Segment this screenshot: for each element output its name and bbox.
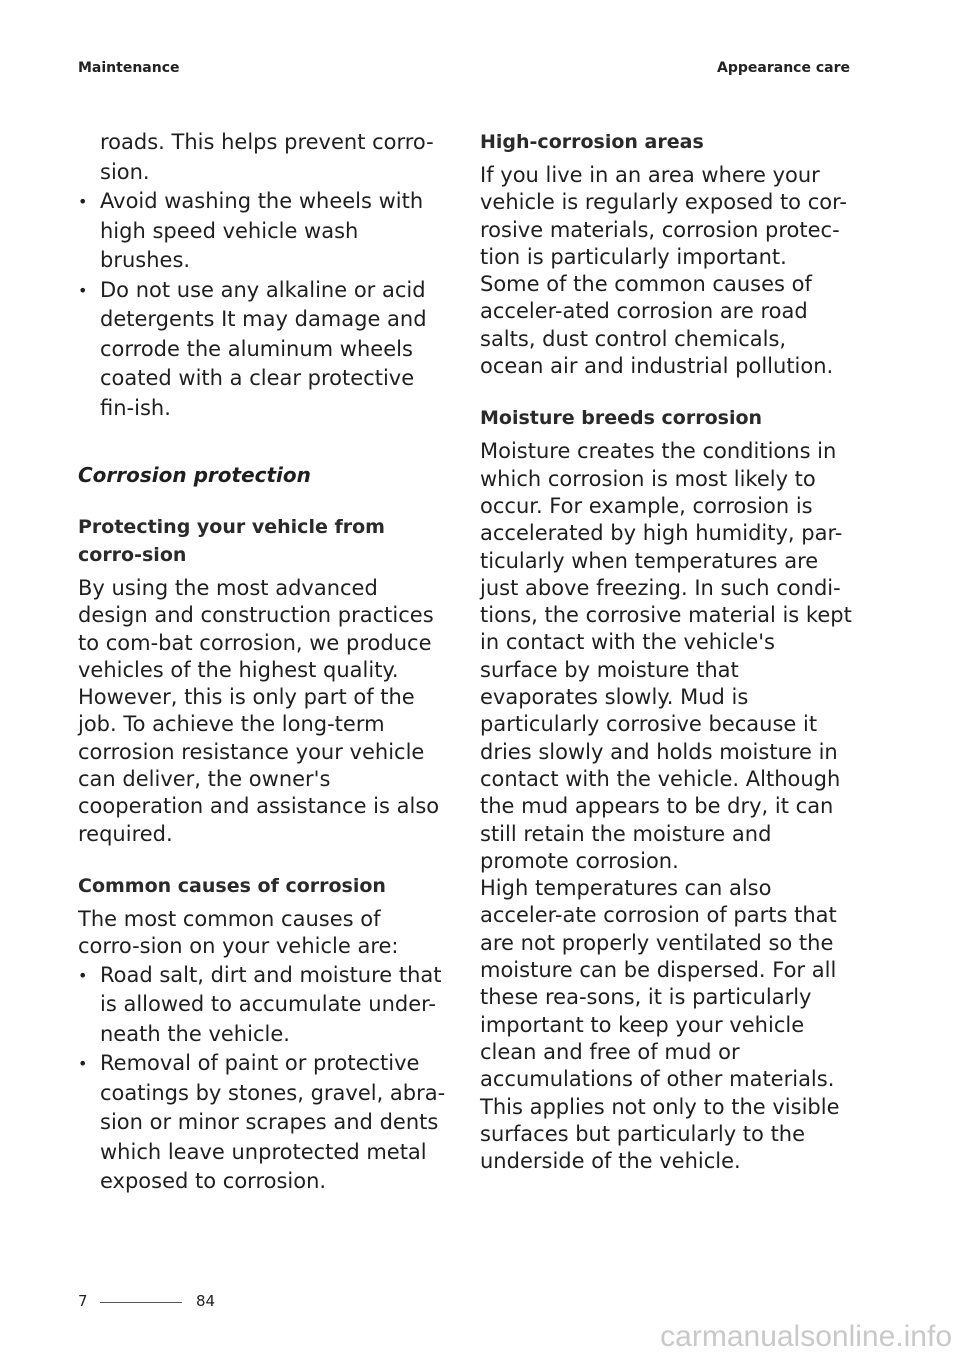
watermark: carmanualsonline.info bbox=[660, 1320, 952, 1353]
list-item: • Road salt, dirt and moisture that is allowed to accumulate under-neath the vehicle. bbox=[78, 961, 448, 1050]
subsection-title-moisture: Moisture breeds corrosion bbox=[480, 407, 763, 430]
section-title: Corrosion protection bbox=[78, 463, 311, 487]
right-column bbox=[480, 128, 852, 1175]
page-number: 84 bbox=[196, 1292, 216, 1310]
header-topic-label: Appearance care bbox=[717, 60, 850, 76]
subsection-title-protecting: Protecting your vehicle from corro-sion bbox=[78, 516, 385, 566]
list-item: • Avoid washing the wheels with high speed vehicle wash brushes. bbox=[78, 187, 448, 276]
chapter-number: 7 bbox=[78, 1292, 88, 1310]
subsection-title-causes: Common causes of corrosion bbox=[78, 874, 386, 897]
wheel-care-list bbox=[78, 187, 448, 423]
causes-list bbox=[78, 961, 448, 1197]
subsection-title-high-corrosion: High-corrosion areas bbox=[480, 131, 704, 153]
footer-divider bbox=[100, 1302, 182, 1303]
header-section-label: Maintenance bbox=[78, 60, 180, 76]
continued-text: roads. This helps prevent corro- sion. bbox=[100, 130, 434, 184]
causes-intro: The most common causes of corro-sion on your vehicle are: bbox=[78, 906, 399, 959]
list-item: • Do not use any alkaline or acid detergents It may damage and corrode the aluminum wheels coated with a clear protective fin-ish. bbox=[78, 276, 448, 424]
moisture-paragraph: Moisture creates the conditions in which corrosion is most likely to occur. For example, corrosion is accelerated by high humidity, par-ticularly when temperatures are just above freezing. In such condi-tions, the corrosive material is kept in contact with the vehicle's surface by moisture that evaporates slowly. Mud is particularly corrosive because it dries slowly and holds moisture in contact with the vehicle. Although the mud appears to be dry, it can still retain the moisture and promote corrosion. bbox=[480, 439, 852, 873]
list-item: • Removal of paint or protective coatings by stones, gravel, abra-sion or minor scrapes and dents which leave unprotected metal exposed to corrosion. bbox=[78, 1049, 448, 1197]
protecting-paragraph: By using the most advanced design and construction practices to com-bat corrosion, we produce vehicles of the highest quality. However, this is only part of the job. To achieve the long-term corrosion resistance your vehicle can deliver, the owner's cooperation and assistance is also required. bbox=[78, 576, 440, 846]
left-column bbox=[78, 128, 448, 1197]
temperature-paragraph: High temperatures can also acceler-ate corrosion of parts that are not properly ventilated so the moisture can be dispersed. For all these rea-sons, it is particularly important to keep your vehicle clean and free of mud or accumulations of other materials. This applies not only to the visible surfaces but particularly to the underside of the vehicle. bbox=[480, 876, 840, 1174]
high-corrosion-paragraph: If you live in an area where your vehicle is regularly exposed to cor-rosive materials, corrosion protec-tion is particularly important. Some of the common causes of acceler-ated corrosion are road salts, dust control chemicals, ocean air and industrial pollution. bbox=[480, 163, 847, 379]
